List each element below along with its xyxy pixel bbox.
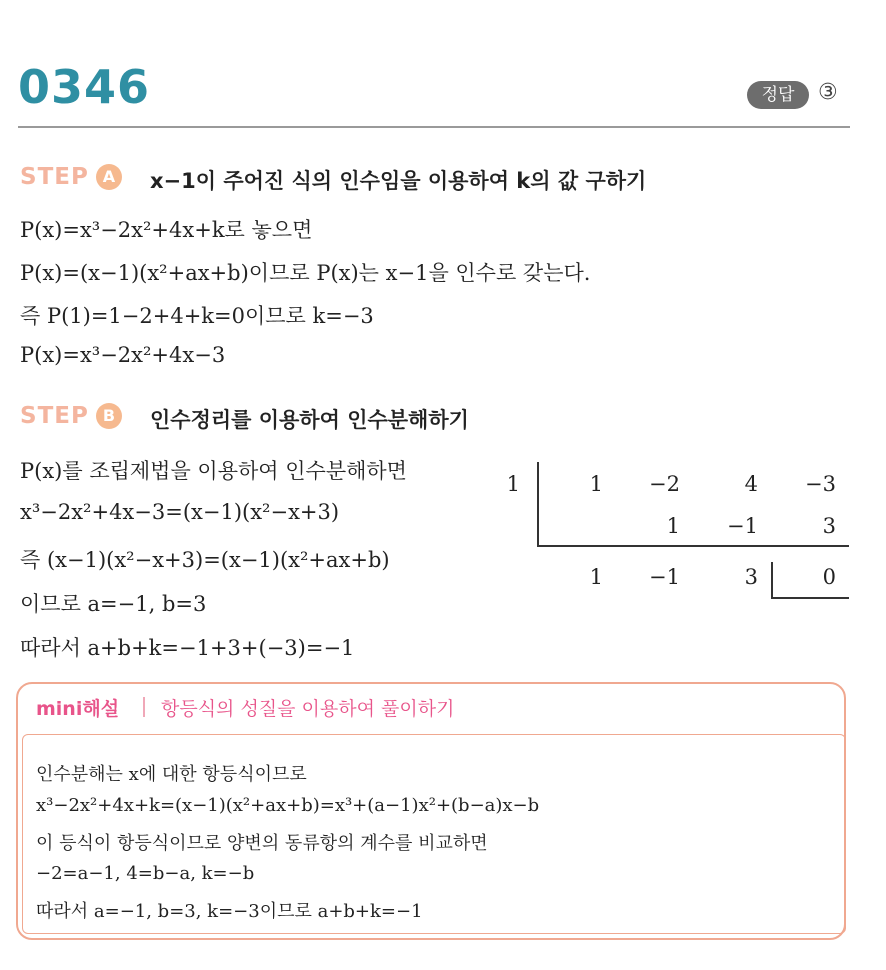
step-a-line-1: P(x)=x³−2x²+4x+k로 놓으면	[20, 218, 313, 242]
step-b-line-5: 따라서 a+b+k=−1+3+(−3)=−1	[20, 636, 355, 660]
sd-row1-c1: 1	[589, 472, 603, 496]
mini-separator	[143, 697, 145, 717]
sd-vertical-line	[537, 462, 539, 546]
problem-number: 0346	[18, 60, 151, 114]
step-a-header	[20, 164, 122, 190]
mini-line-3: 이 등식이 항등식이므로 양변의 동류항의 계수를 비교하면	[36, 833, 488, 854]
sd-row3-c2: −1	[649, 565, 680, 589]
sd-row2-c4: 3	[822, 514, 836, 538]
step-a-line-2: P(x)=(x−1)(x²+ax+b)이므로 P(x)는 x−1을 인수로 갖는다.	[20, 261, 591, 285]
step-b-title: 인수정리를 이용하여 인수분해하기	[150, 408, 469, 432]
mini-label: mini해설	[36, 698, 120, 720]
step-a-title: x−1이 주어진 식의 인수임을 이용하여 k의 값 구하기	[150, 169, 647, 193]
step-b-line-2: x³−2x²+4x−3=(x−1)(x²−x+3)	[20, 500, 340, 524]
sd-remainder: 0	[822, 565, 836, 589]
sd-row2-c2: 1	[666, 514, 680, 538]
step-b-header	[20, 403, 122, 429]
sd-remainder-bar	[771, 562, 773, 598]
step-b-line-4: 이므로 a=−1, b=3	[20, 592, 207, 616]
step-a-tag: STEP	[20, 164, 89, 190]
step-a-line-4: P(x)=x³−2x²+4x−3	[20, 343, 226, 367]
answer-value: ③	[818, 80, 838, 105]
step-a-line-3: 즉 P(1)=1−2+4+k=0이므로 k=−3	[20, 304, 374, 328]
step-a-badge: A	[96, 164, 122, 190]
mini-line-5: 따라서 a=−1, b=3, k=−3이므로 a+b+k=−1	[36, 901, 423, 922]
sd-horizontal-line	[537, 545, 849, 547]
sd-row3-c3: 3	[744, 565, 758, 589]
step-b-tag: STEP	[20, 403, 89, 429]
sd-row2-c3: −1	[727, 514, 758, 538]
sd-remainder-underline	[771, 597, 849, 599]
step-b-line-3: 즉 (x−1)(x²−x+3)=(x−1)(x²+ax+b)	[20, 548, 390, 572]
mini-line-4: −2=a−1, 4=b−a, k=−b	[36, 863, 255, 884]
sd-divisor: 1	[506, 472, 520, 496]
step-b-line-1: P(x)를 조립제법을 이용하여 인수분해하면	[20, 459, 407, 483]
answer-badge: 정답	[747, 81, 809, 109]
sd-row1-c3: 4	[744, 472, 758, 496]
mini-line-1: 인수분해는 x에 대한 항등식이므로	[36, 764, 307, 785]
sd-row1-c4: −3	[805, 472, 836, 496]
step-b-badge: B	[96, 403, 122, 429]
mini-line-2: x³−2x²+4x+k=(x−1)(x²+ax+b)=x³+(a−1)x²+(b−a)x−b	[36, 795, 540, 816]
header-divider	[18, 126, 850, 128]
mini-title: 항등식의 성질을 이용하여 풀이하기	[161, 698, 455, 720]
sd-row3-c1: 1	[589, 565, 603, 589]
sd-row1-c2: −2	[649, 472, 680, 496]
